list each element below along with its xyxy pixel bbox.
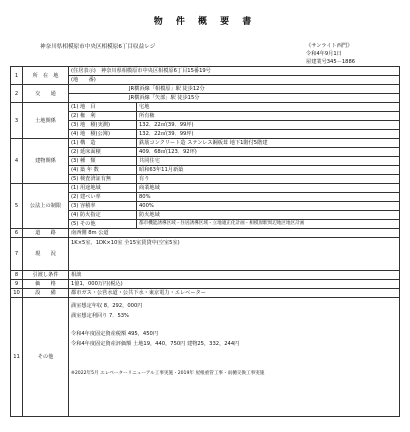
facilities-value: 都市ガス・公営水道・公共下水・東京電力・エレベーター [69, 289, 400, 298]
item-key: (1) 地 目 [69, 103, 137, 112]
row-number: 5 [11, 184, 23, 229]
note-line: 満室想定年収 8，292，000円 [71, 303, 143, 309]
header-address: 神奈川県相模原市中央区相模原6丁目収益レジ [40, 44, 156, 50]
item-value: 昭和63年11月新築 [137, 166, 400, 175]
row-number: 10 [11, 289, 23, 298]
table-row [11, 166, 400, 175]
item-key: (2) 建ぺい率 [69, 193, 137, 202]
table-row [11, 112, 400, 121]
item-value: 宅地 [137, 103, 400, 112]
price-value: 1億1，000万円(税込) [69, 280, 400, 289]
note-line: 令和4年度固定資産税額 495，450円 [71, 331, 159, 337]
access-line: JR横浜線「相模原」駅 徒歩12分 [69, 85, 400, 94]
row-label: 交 通 [23, 85, 69, 103]
row-label: 価 格 [23, 280, 69, 289]
handover-value: 相談 [69, 271, 400, 280]
item-key: (2) 権 利 [69, 112, 137, 121]
table-row [11, 184, 400, 193]
address-display: (住居表示) 神奈川県相模原市中央区相模原6丁目15番19号 [69, 67, 400, 76]
item-value: 都市機能誘導区域・住居誘導区域・立地適正化計画・相模原駅周辺地区地区計画 [137, 220, 400, 229]
row-number: 4 [11, 139, 23, 184]
status-value: 1K×5室、1DK×10室 全15室賃貸中(空室5室) [69, 238, 400, 271]
property-name: 《サンライト西門》 [306, 43, 353, 49]
table-row [11, 157, 400, 166]
item-key: (3) 容積率 [69, 202, 137, 211]
item-key: (3) 地 積(実測) [69, 121, 137, 130]
table-row [11, 175, 400, 184]
table-row [11, 67, 400, 76]
item-value: 鉄筋コンクリート造 ステンレス鋼板葺 地下1階付5階建 [137, 139, 400, 148]
table-row [11, 238, 400, 271]
item-key: (3) 種 類 [69, 157, 137, 166]
row-number: 2 [11, 85, 23, 103]
table-row [11, 271, 400, 280]
row-label: 引渡し条件 [23, 271, 69, 280]
table-row [11, 139, 400, 148]
row-label: その他 [23, 298, 69, 417]
table-row [11, 211, 400, 220]
item-value: 132．22㎡(39．99坪) [137, 121, 400, 130]
item-key: (4) 防火指定 [69, 211, 137, 220]
item-key: (1) 用途地域 [69, 184, 137, 193]
table-row [11, 229, 400, 238]
table-row [11, 94, 400, 103]
table-row [11, 298, 400, 417]
table-row [11, 289, 400, 298]
row-number: 7 [11, 238, 23, 271]
note-line: 満室想定利回り 7．53% [71, 313, 129, 319]
row-label: 道 路 [23, 229, 69, 238]
item-value: 所有権 [137, 112, 400, 121]
item-key: (4) 築 年 数 [69, 166, 137, 175]
issue-date: 令和4年9月1日 [306, 51, 342, 57]
road-value: 南西側 8m 公道 [69, 229, 400, 238]
property-summary-table [10, 66, 400, 417]
item-value: 商業地域 [137, 184, 400, 193]
table-row [11, 121, 400, 130]
row-label: 所 在 地 [23, 67, 69, 85]
item-value: 132．22㎡(39．99坪) [137, 130, 400, 139]
note-line: 令和4年度固定資産評価額 土地19，440，750円 建物25，332，244円 [71, 341, 240, 347]
row-label: 土地関係 [23, 103, 69, 139]
table-row [11, 76, 400, 85]
row-number: 6 [11, 229, 23, 238]
access-line: JR横浜線「矢部」駅 徒歩15分 [69, 94, 400, 103]
table-row [11, 85, 400, 94]
item-key: (1) 構 造 [69, 139, 137, 148]
note-line: ※2022年5月 エレベーターリニューアル工事実施・2019年 屋根重管工事・雨樋交換工事実施 [71, 371, 265, 376]
address-lot: (地 番) [69, 76, 400, 85]
table-row [11, 202, 400, 211]
item-key: (5) その他 [69, 220, 137, 229]
row-label: 建物関係 [23, 139, 69, 184]
table-row [11, 220, 400, 229]
row-number: 3 [11, 103, 23, 139]
item-value: 80% [137, 193, 400, 202]
row-label: 設 備 [23, 289, 69, 298]
table-row [11, 148, 400, 157]
other-notes [69, 298, 400, 417]
item-key: (5) 検査済証有無 [69, 175, 137, 184]
document-title: 物 件 概 要 書 [153, 17, 257, 27]
item-value: 防火地域 [137, 211, 400, 220]
table-row [11, 193, 400, 202]
item-key: (2) 延床面積 [69, 148, 137, 157]
row-number: 1 [11, 67, 23, 85]
item-value: 共同住宅 [137, 157, 400, 166]
table-row [11, 280, 400, 289]
item-value: 409．68㎡(123．92坪) [137, 148, 400, 157]
item-key: (4) 地 積(公簿) [69, 130, 137, 139]
item-value: 有り [137, 175, 400, 184]
row-number: 11 [11, 298, 23, 417]
reference-number: 屋建業号345－1886 [306, 59, 356, 65]
row-number: 8 [11, 271, 23, 280]
row-label: 公法上の制限 [23, 184, 69, 229]
row-number: 9 [11, 280, 23, 289]
item-value: 400% [137, 202, 400, 211]
document-meta [306, 42, 355, 66]
row-label: 現 況 [23, 238, 69, 271]
table-row [11, 130, 400, 139]
table-row [11, 103, 400, 112]
